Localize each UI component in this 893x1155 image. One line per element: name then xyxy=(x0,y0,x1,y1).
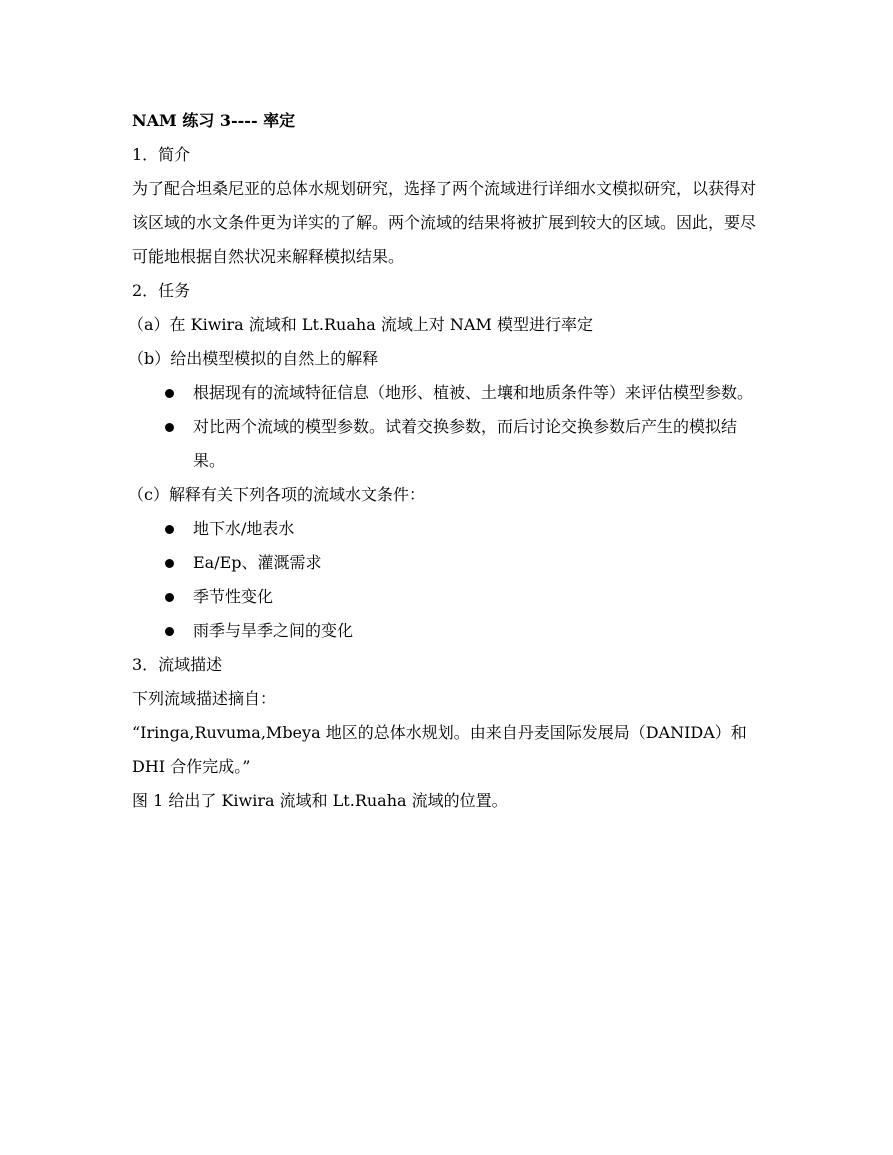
bullet-text: 根据现有的流域特征信息（地形、植被、土壤和地质条件等）来评估模型参数。 xyxy=(193,383,754,402)
section3-intro: 下列流域描述摘自： xyxy=(132,689,277,708)
bullet-text: 雨季与旱季之间的变化 xyxy=(193,621,354,640)
bullet-item xyxy=(132,546,764,580)
bullet-text: 地下水/地表水 xyxy=(193,519,295,538)
bullet-item xyxy=(132,376,764,410)
bullet-text: Ea/Ep、灌溉需求 xyxy=(193,553,322,572)
bullet-dot-icon xyxy=(165,593,174,602)
bullet-item xyxy=(132,410,764,478)
document-title: NAM 练习 3---- 率定 xyxy=(132,111,296,130)
bullet-text: 对比两个流域的模型参数。试着交换参数，而后讨论交换参数后产生的模拟结果。 xyxy=(193,417,738,470)
task-item-c: （c）解释有关下列各项的流域水文条件： xyxy=(128,485,425,504)
section1-paragraph: 为了配合坦桑尼亚的总体水规划研究，选择了两个流域进行详细水文模拟研究，以获得对该区域的水文条件更为详实的了解。两个流域的结果将被扩展到较大的区域。因此，要尽可能地根据自然状况来解释模拟结果。 xyxy=(132,179,757,266)
section1-heading: 1．简介 xyxy=(132,145,191,164)
figure-reference: 图 1 给出了 Kiwira 流域和 Lt.Ruaha 流域的位置。 xyxy=(132,791,508,810)
task-item-a: （a）在 Kiwira 流域和 Lt.Ruaha 流域上对 NAM 模型进行率定 xyxy=(128,315,593,334)
bullet-text: 季节性变化 xyxy=(193,587,274,606)
bullet-dot-icon xyxy=(165,525,174,534)
bullet-item xyxy=(132,512,764,546)
bullet-item xyxy=(132,614,764,648)
bullet-dot-icon xyxy=(165,627,174,636)
document-body xyxy=(128,104,772,818)
section3-quote: “Iringa,Ruvuma,Mbeya 地区的总体水规划。由来自丹麦国际发展局（DANIDA）和 DHI 合作完成。” xyxy=(132,723,747,776)
section3-heading: 3．流域描述 xyxy=(132,655,223,674)
task-item-b: （b）给出模型模拟的自然上的解释 xyxy=(128,349,379,368)
bullet-dot-icon xyxy=(165,389,174,398)
bullet-dot-icon xyxy=(165,559,174,568)
bullet-item xyxy=(132,580,764,614)
section2-heading: 2．任务 xyxy=(132,281,191,300)
bullet-dot-icon xyxy=(165,423,174,432)
